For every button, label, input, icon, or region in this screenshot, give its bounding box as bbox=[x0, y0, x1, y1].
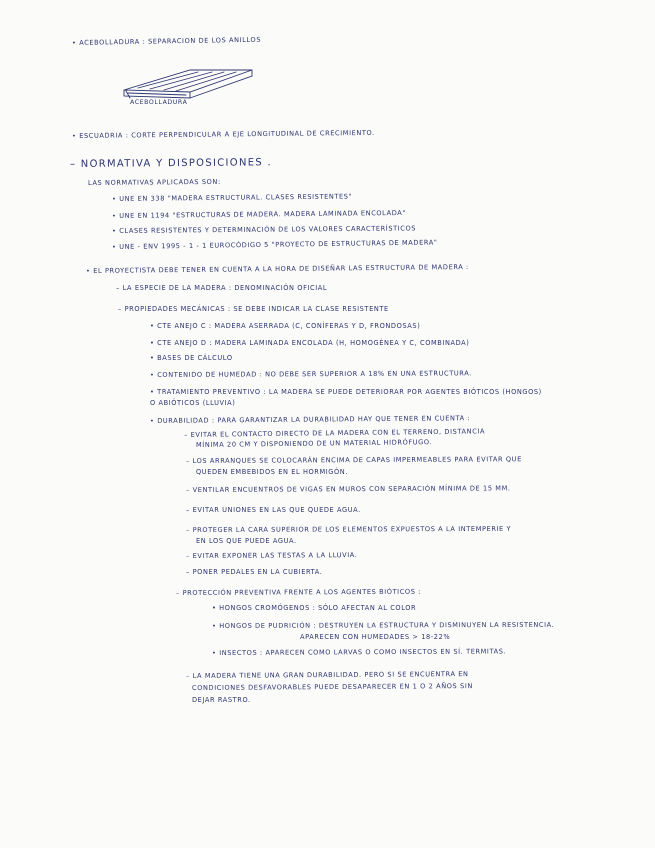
tratamiento-item-cont: O ABIÓTICOS (LLUVIA) bbox=[150, 399, 236, 407]
hongos-pudricion-item-cont: APARECEN CON HUMEDADES > 18-22% bbox=[300, 633, 451, 641]
section-heading: – NORMATIVA Y DISPOSICIONES . bbox=[69, 157, 272, 170]
proteccion-item: – PROTECCIÓN PREVENTIVA FRENTE A LOS AGENTES BIÓTICOS : bbox=[175, 587, 422, 597]
madera-durabilidad-cont-1: CONDICIONES DESFAVORABLES PUEDE DESAPARECER EN 1 O 2 AÑOS SIN bbox=[191, 682, 473, 692]
evitar-contacto-cont: MÍNIMA 20 CM Y DISPONIENDO DE UN MATERIAL HIDRÓFUGO. bbox=[195, 438, 433, 449]
norm-item-4: • UNE - ENV 1995 - 1 - 1 EUROCÓDIGO 5 "PROYECTO DE ESTRUCTURAS DE MADERA" bbox=[111, 238, 438, 251]
testas-item: – EVITAR EXPONER LAS TESTAS A LA LLUVIA. bbox=[185, 551, 358, 560]
madera-durabilidad-cont-2: DEJAR RASTRO. bbox=[192, 696, 251, 704]
ventilar-item: – VENTILAR ENCUENTROS DE VIGAS EN MUROS CON SEPARACIÓN MÍNIMA DE 15 MM. bbox=[185, 484, 511, 494]
bases-item: • BASES DE CÁLCULO bbox=[150, 354, 233, 362]
propiedades-item: – PROPIEDADES MECÁNICAS : SE DEBE INDICAR LA CLASE RESISTENTE bbox=[118, 305, 389, 313]
arranques-item-cont: QUEDEN EMBEBIDOS EN EL HORMIGÓN. bbox=[196, 468, 349, 476]
norm-item-2: • UNE EN 1194 "ESTRUCTURAS DE MADERA. MADERA LAMINADA ENCOLADA" bbox=[111, 208, 407, 220]
escuadria-definition: • ESCUADRIA : CORTE PERPENDICULAR A EJE LONGITUDINAL DE CRECIMIENTO. bbox=[71, 128, 375, 140]
especie-item: – LA ESPECIE DE LA MADERA : DENOMINACIÓN OFICIAL bbox=[116, 284, 328, 292]
durabilidad-item: • DURABILIDAD : PARA GARANTIZAR LA DURABILIDAD HAY QUE TENER EN CUENTA : bbox=[149, 414, 471, 425]
proyectista-note: • EL PROYECTISTA DEBE TENER EN CUENTA A LA HORA DE DISEÑAR LAS ESTRUCTURA DE MADERA : bbox=[85, 262, 469, 275]
contenido-item: • CONTENIDO DE HUMEDAD : NO DEBE SER SUPERIOR A 18% EN UNA ESTRUCTURA. bbox=[149, 369, 472, 379]
evitar-contacto: – EVITAR EL CONTACTO DIRECTO DE LA MADERA CON EL TERRENO, DISTANCIA bbox=[183, 427, 486, 439]
insectos-item: • INSECTOS : APARECEN COMO LARVAS O COMO INSECTOS EN SÍ. TERMITAS. bbox=[211, 647, 507, 657]
cte-c-item: • CTE ANEJO C : MADERA ASERRADA (C, CONÍFERAS Y D, FRONDOSAS) bbox=[150, 322, 421, 330]
arranques-item: – LOS ARRANQUES SE COLOCARÁN ENCIMA DE CAPAS IMPERMEABLES PARA EVITAR QUE bbox=[185, 455, 522, 465]
petos-item: – PONER PEDALES EN LA CUBIERTA. bbox=[186, 568, 323, 576]
tratamiento-item: • TRATAMIENTO PREVENTIVO : LA MADERA SE PUEDE DETERIORAR POR AGENTES BIÓTICOS (HONGOS) bbox=[150, 388, 542, 396]
proteger-item: – PROTEGER LA CARA SUPERIOR DE LOS ELEMENTOS EXPUESTOS A LA INTEMPERIE Y bbox=[185, 524, 512, 534]
acebolladura-definition: • ACEBOLLADURA : SEPARACION DE LOS ANILLOS bbox=[71, 35, 262, 47]
uniones-item: – EVITAR UNIONES EN LAS QUE QUEDE AGUA. bbox=[186, 506, 361, 514]
norm-item-1: • UNE EN 338 "MADERA ESTRUCTURAL. CLASES RESISTENTES" bbox=[111, 192, 353, 203]
normativas-intro: LAS NORMATIVAS APLICADAS SON: bbox=[87, 177, 221, 187]
sketch-caption: ACEBOLLADURA bbox=[130, 99, 188, 106]
proteger-item-cont: EN LOS QUE PUEDE AGUA. bbox=[196, 537, 297, 545]
norm-item-3: • CLASES RESISTENTES Y DETERMINACIÓN DE LOS VALORES CARACTERÍSTICOS bbox=[111, 224, 417, 235]
madera-durabilidad: – LA MADERA TIENE UNA GRAN DURABILIDAD. PERO SI SE ENCUENTRA EN bbox=[185, 670, 469, 680]
cte-d-item: • CTE ANEJO D : MADERA LAMINADA ENCOLADA (H, HOMOGÉNEA Y C, COMBINADA) bbox=[150, 339, 470, 347]
hongos-pudricion-item: • HONGOS DE PUDRICIÓN : DESTRUYEN LA ESTRUCTURA Y DISMINUYEN LA RESISTENCIA. bbox=[211, 620, 555, 630]
hongos-cromogenos-item: • HONGOS CROMÓGENOS : SÓLO AFECTAN AL COLOR bbox=[212, 604, 417, 612]
